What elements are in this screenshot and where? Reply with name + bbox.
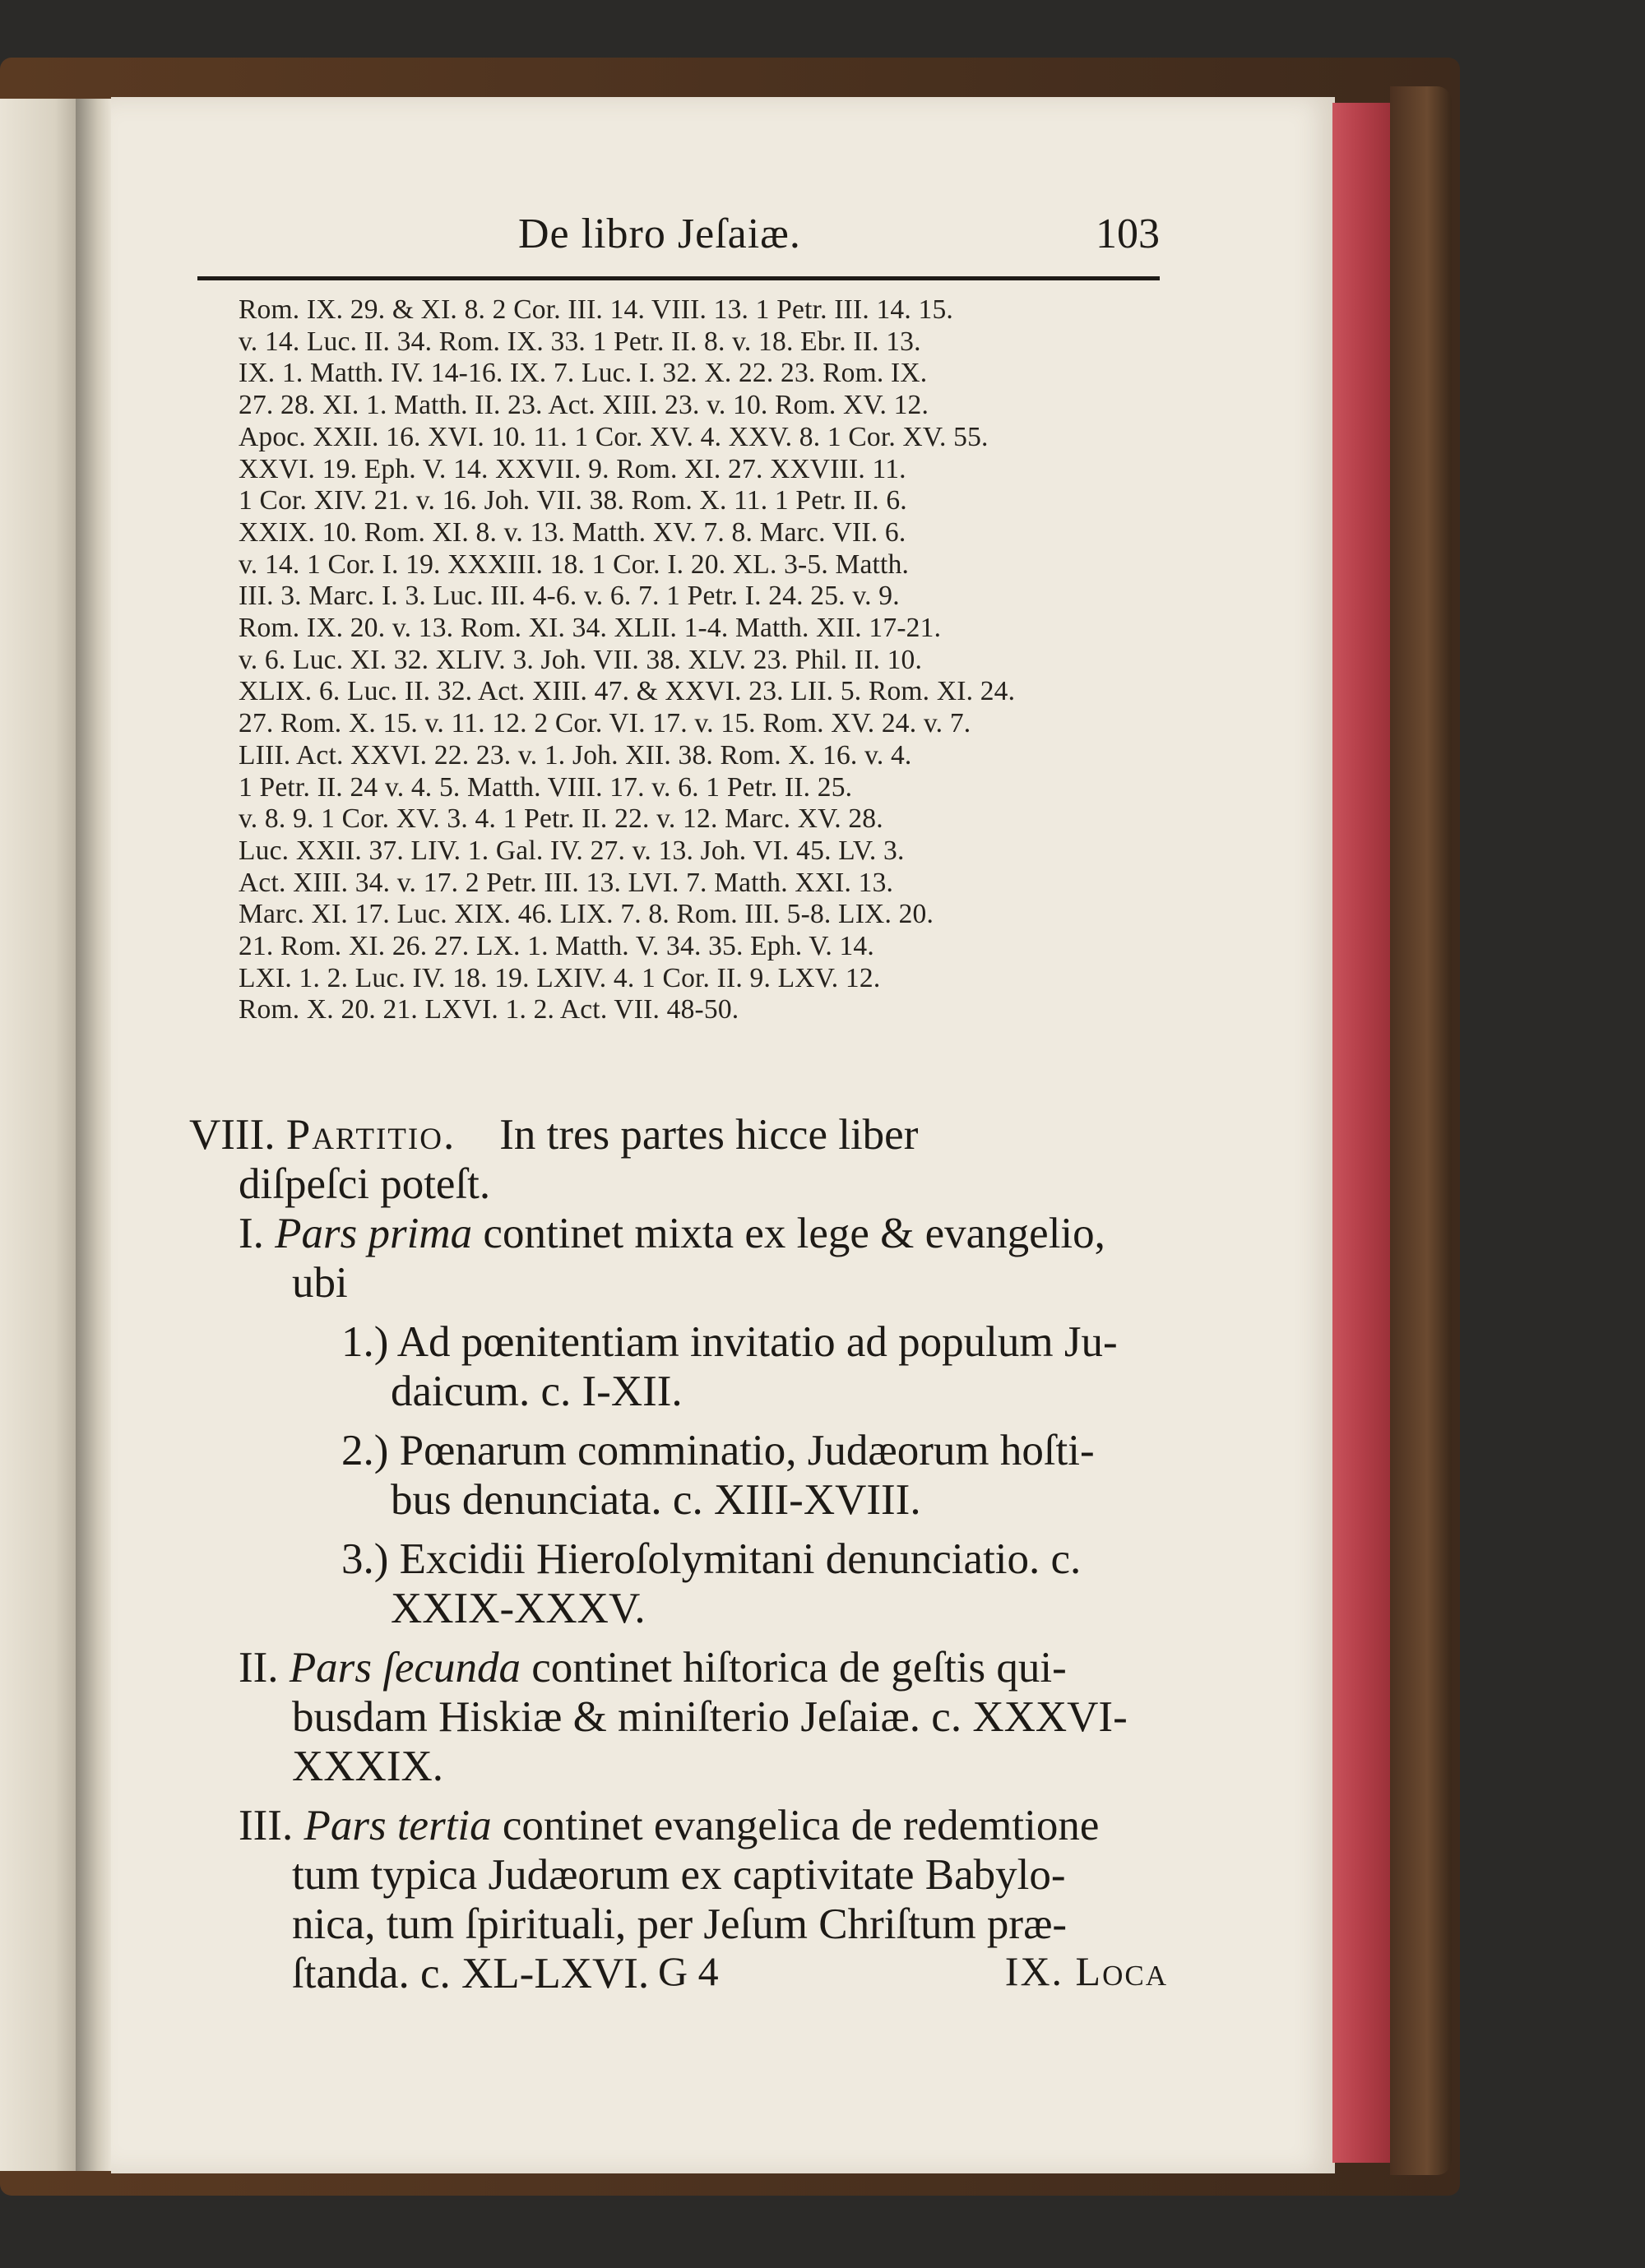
- part-text: ubi: [292, 1259, 348, 1307]
- cover-edge: [1390, 86, 1452, 2175]
- subpart-number: 1.): [341, 1318, 389, 1366]
- section-intro: In tres partes hicce liber: [499, 1111, 919, 1159]
- subpart-two: [189, 1426, 1168, 1475]
- part-text: nica, tum ſpirituali, per Jeſum Chriſtum præ-: [292, 1900, 1068, 1948]
- reference-line: LXI. 1. 2. Luc. IV. 18. 19. LXIV. 4. 1 Cor. II. 9. LXV. 12.: [239, 962, 881, 993]
- part-label: Pars prima: [275, 1210, 473, 1257]
- subpart-number: 2.): [341, 1427, 389, 1474]
- page-number: 103: [1096, 211, 1160, 257]
- reference-list: [239, 294, 1168, 1026]
- running-title: De libro Jeſaiæ.: [518, 211, 801, 257]
- reference-line: Apoc. XXII. 16. XVI. 10. 11. 1 Cor. XV. 4. XXV. 8. 1 Cor. XV. 55.: [239, 421, 989, 452]
- part-text: XXXIX.: [292, 1743, 443, 1790]
- reference-line: Act. XIII. 34. v. 17. 2 Petr. III. 13. LVI. 7. Matth. XXI. 13.: [239, 867, 894, 898]
- section-heading: [189, 1110, 1168, 1159]
- reference-line: XXVI. 19. Eph. V. 14. XXVII. 9. Rom. XI. 27. XXVIII. 11.: [239, 453, 906, 484]
- subpart-text: bus denunciata. c. XIII-XVIII.: [391, 1476, 921, 1524]
- subpart-text: XXIX-XXXV.: [391, 1585, 646, 1632]
- part-text: continet mixta ex lege & evangelio,: [483, 1210, 1105, 1257]
- part-number: I.: [239, 1210, 264, 1257]
- subpart-number: 3.): [341, 1535, 389, 1583]
- reference-line: 21. Rom. XI. 26. 27. LX. 1. Matth. V. 34. 35. Eph. V. 14.: [239, 931, 874, 962]
- header-rule: [197, 276, 1160, 280]
- reference-line: v. 14. Luc. II. 34. Rom. IX. 33. 1 Petr. II. 8. v. 18. Ebr. II. 13.: [239, 326, 921, 357]
- subpart-text: Ad pœnitentiam invitatio ad populum Ju-: [396, 1318, 1118, 1366]
- part-text: tum typica Judæorum ex captivitate Babylo-: [292, 1851, 1066, 1899]
- left-page-edge: [0, 99, 78, 2171]
- reference-line: III. 3. Marc. I. 3. Luc. III. 4-6. v. 6. 7. 1 Petr. I. 24. 25. v. 9.: [239, 581, 900, 612]
- subpart-one: [189, 1317, 1168, 1367]
- page-header: [239, 210, 1160, 267]
- part-three: [189, 1801, 1168, 1850]
- part-number: II.: [239, 1644, 279, 1692]
- signature-mark: G 4: [658, 1948, 719, 1994]
- reference-line: Luc. XXII. 37. LIV. 1. Gal. IV. 27. v. 13. Joh. VI. 45. LV. 3.: [239, 835, 905, 866]
- reference-line: 1 Petr. II. 24 v. 4. 5. Matth. VIII. 17. v. 6. 1 Petr. II. 25.: [239, 771, 853, 803]
- page-footer: [658, 1947, 1168, 1997]
- part-two: [189, 1643, 1168, 1692]
- partitio-section: [189, 1110, 1168, 1998]
- part-label: Pars tertia: [304, 1802, 492, 1849]
- reference-line: 27. 28. XI. 1. Matth. II. 23. Act. XIII. 23. v. 10. Rom. XV. 12.: [239, 390, 929, 421]
- red-page-edges: [1332, 103, 1392, 2163]
- subpart-three: [189, 1534, 1168, 1584]
- part-number: III.: [239, 1802, 294, 1849]
- book-gutter: [76, 99, 113, 2171]
- reference-line: Rom. IX. 20. v. 13. Rom. XI. 34. XLII. 1-4. Matth. XII. 17-21.: [239, 613, 942, 644]
- part-text: continet evangelica de redemtione: [502, 1802, 1100, 1849]
- part-text: continet hiſtorica de geſtis qui-: [531, 1644, 1067, 1692]
- reference-line: v. 8. 9. 1 Cor. XV. 3. 4. 1 Petr. II. 22. v. 12. Marc. XV. 28.: [239, 803, 883, 835]
- reference-line: Rom. X. 20. 21. LXVI. 1. 2. Act. VII. 48-50.: [239, 994, 739, 1025]
- reference-line: 27. Rom. X. 15. v. 11. 12. 2 Cor. VI. 17. v. 15. Rom. XV. 24. v. 7.: [239, 708, 971, 739]
- part-text: busdam Hiskiæ & miniſterio Jeſaiæ. c. XXXVI-: [292, 1693, 1128, 1741]
- section-intro-cont: diſpeſci poteſt.: [239, 1160, 491, 1208]
- reference-line: v. 14. 1 Cor. I. 19. XXXIII. 18. 1 Cor. I. 20. XL. 3-5. Matth.: [239, 548, 910, 580]
- section-numeral: VIII.: [189, 1111, 276, 1159]
- reference-line: LIII. Act. XXVI. 22. 23. v. 1. Joh. XII. 38. Rom. X. 16. v. 4.: [239, 739, 912, 771]
- reference-line: v. 6. Luc. XI. 32. XLIV. 3. Joh. VII. 38. XLV. 23. Phil. II. 10.: [239, 644, 923, 675]
- reference-line: IX. 1. Matth. IV. 14-16. IX. 7. Luc. I. 32. X. 22. 23. Rom. IX.: [239, 358, 928, 389]
- catchword: IX. Loca: [1004, 1948, 1168, 1994]
- subpart-text: Pœnarum comminatio, Judæorum hoſti-: [399, 1427, 1095, 1474]
- reference-line: Rom. IX. 29. & XI. 8. 2 Cor. III. 14. VIII. 13. 1 Petr. III. 14. 15.: [239, 294, 954, 325]
- section-title: Partitio.: [285, 1111, 456, 1159]
- reference-line: XXIX. 10. Rom. XI. 8. v. 13. Matth. XV. 7. 8. Marc. VII. 6.: [239, 516, 906, 548]
- subpart-text: daicum. c. I-XII.: [391, 1368, 683, 1415]
- part-one: [189, 1209, 1168, 1258]
- reference-line: 1 Cor. XIV. 21. v. 16. Joh. VII. 38. Rom. X. 11. 1 Petr. II. 6.: [239, 485, 907, 516]
- reference-line: Marc. XI. 17. Luc. XIX. 46. LIX. 7. 8. Rom. III. 5-8. LIX. 20.: [239, 899, 934, 930]
- reference-line: XLIX. 6. Luc. II. 32. Act. XIII. 47. & XXVI. 23. LII. 5. Rom. XI. 24.: [239, 676, 1016, 707]
- subpart-text: Excidii Hieroſolymitani denunciatio. c.: [399, 1535, 1082, 1583]
- part-text: ſtanda. c. XL-LXVI.: [292, 1950, 650, 1997]
- part-label: Pars ſecunda: [289, 1644, 521, 1692]
